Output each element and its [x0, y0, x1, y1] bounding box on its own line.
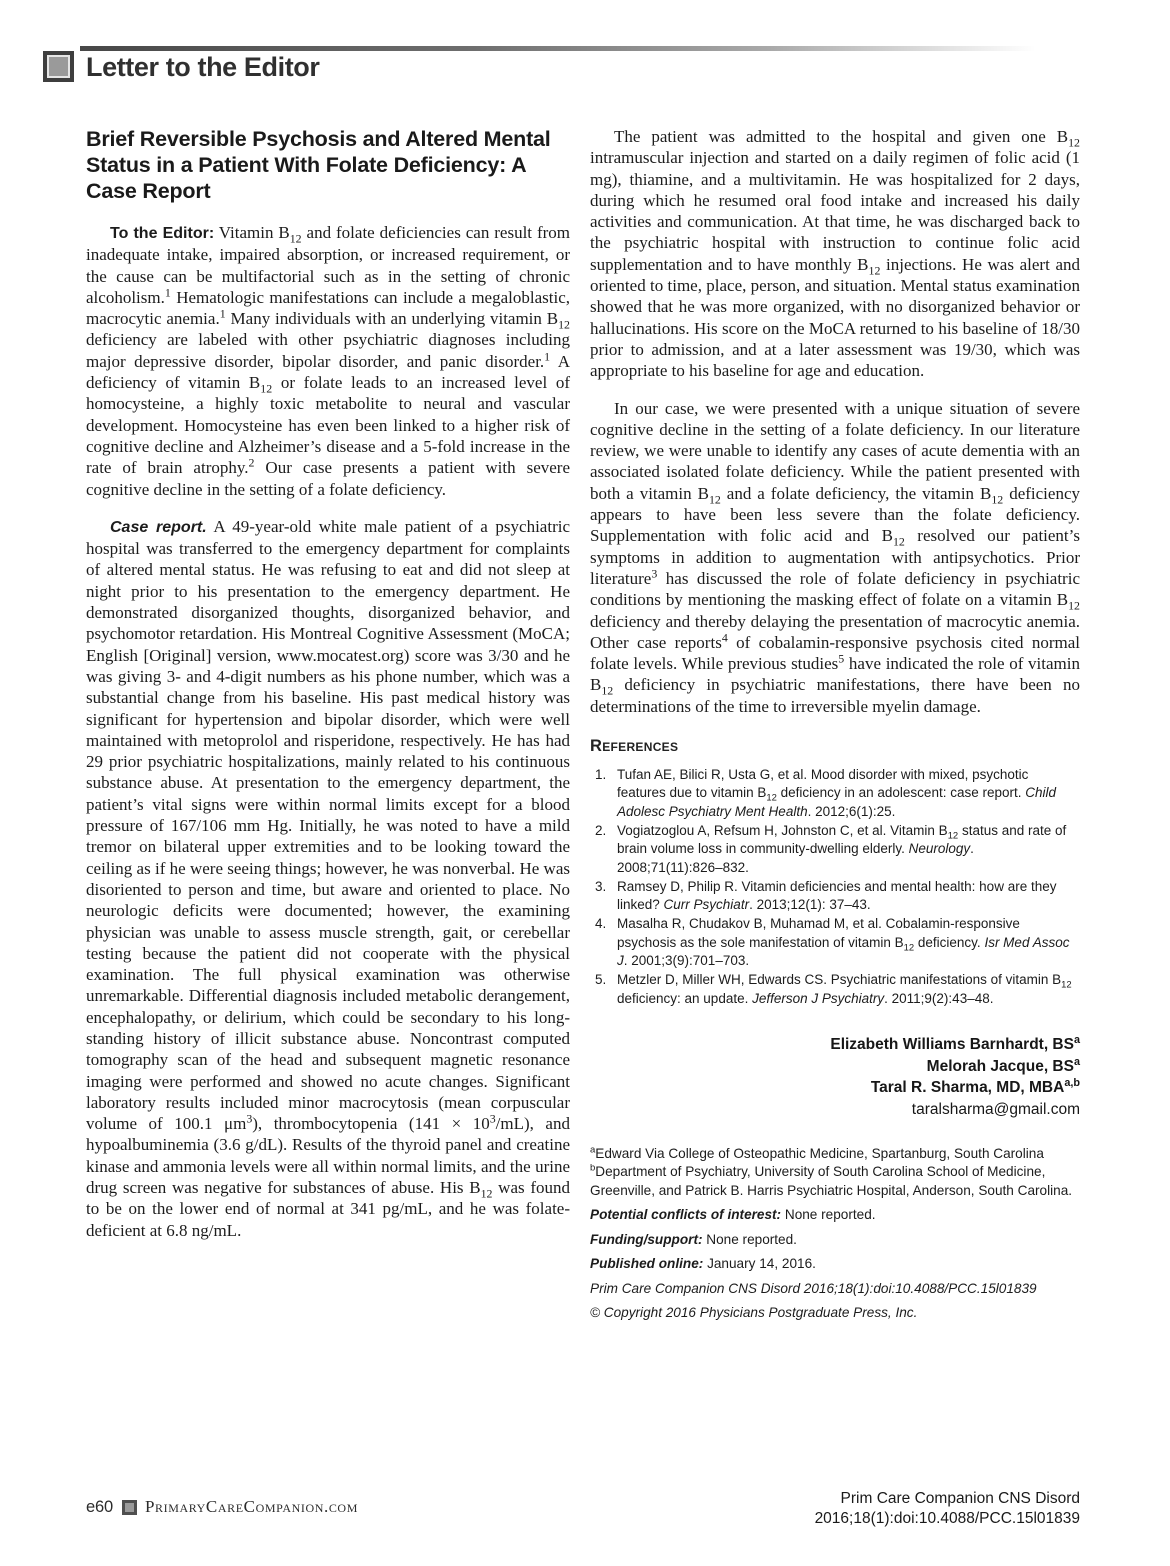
admission-paragraph: The patient was admitted to the hospital and given one $B_{12}$ intramuscular injection and started on a daily regimen of folic acid (1 mg), thiamine, and a multivitamin. He was hospitalized for 2 days, during which he resumed oral food intake and increased his daily activities and communication. At that time, he was discharged back to the psychiatric hospital with instruction to continue folic acid supplementation and to have monthly $B_{12}$ injections. He was alert and oriented to time, place, person, and situation. Mental status examination showed that he was more organized, with no disorganized behavior or hallucinations. His score on the MoCA returned to his baseline of 18/30 prior to admission, and at a later assessment was 19/30, which was appropriate to his baseline for age and education.: [590, 127, 1080, 381]
footer-left: [86, 1497, 358, 1517]
affiliations-block: [590, 1145, 1080, 1322]
case-report-paragraph: [86, 516, 570, 1241]
section-square-icon: [43, 51, 74, 82]
published-online-note: [590, 1255, 1080, 1273]
funding-note-text: None reported.: [702, 1231, 797, 1247]
page-number: e60: [86, 1497, 113, 1516]
reference-item: [590, 971, 1080, 1008]
reference-number: 5.: [595, 972, 607, 988]
author-block: [590, 1034, 1080, 1121]
intro-paragraph: [86, 222, 570, 500]
reference-item: [590, 822, 1080, 877]
case-report-lead: Case report.: [110, 518, 207, 536]
reference-text: Masalha R, Chudakov B, Muhamad M, et al. Cobalamin-responsive psychosis as the sole manifestation of vitamin $B_{12}$ deficiency. Isr Med Assoc J. 2001;3(9):701–703.: [617, 916, 1070, 968]
reference-item: [590, 915, 1080, 970]
header-rule: [80, 46, 1065, 51]
published-online-text: January 14, 2016.: [703, 1256, 816, 1272]
reference-number: 2.: [595, 822, 607, 838]
conflicts-note: [590, 1206, 1080, 1224]
references-heading: References: [590, 737, 679, 756]
footer-square-icon: [122, 1500, 137, 1515]
intro-paragraph-text: Vitamin $B_{12}$ and folate deficiencies can result from inadequate intake, impaired absorption, or increased requirement, or the cause can be multifactorial such as in the setting of chronic alcoholism.$^1$ Hematologic manifestations can include a megaloblastic, macrocytic anemia.$^1$ Many individuals with an underlying vitamin $B_{12}$ deficiency are labeled with other psychiatric diagnoses including major depressive disorder, bipolar disorder, and panic disorder.$^1$ A deficiency of vitamin $B_{12}$ or folate leads to an increased level of homocysteine, a highly toxic metabolite to neural and vascular development. Homocysteine has even been linked to a higher risk of cognitive decline and Alzheimer’s disease and a 5-fold increase in the rate of brain atrophy.$^2$ Our case presents a patient with severe cognitive decline in the setting of a folate deficiency.: [86, 223, 571, 499]
footer-journal-doi: 2016;18(1):doi:10.4088/PCC.15l01839: [814, 1509, 1080, 1527]
reference-number: 3.: [595, 878, 607, 894]
author-name: Elizabeth Williams Barnhardt, $BS^a$: [830, 1033, 1080, 1053]
conflicts-note-text: None reported.: [781, 1207, 876, 1223]
reference-text: Ramsey D, Philip R. Vitamin deficiencies and mental health: how are they linked? Curr Psychiatr. 2013;12(1): 37–43.: [617, 878, 1057, 913]
published-online-label: Published online:: [590, 1256, 704, 1272]
author-email: taralsharma@gmail.com: [911, 1101, 1080, 1119]
reference-item: [590, 878, 1080, 915]
to-the-editor-lead: To the Editor:: [110, 225, 215, 242]
funding-note-label: Funding/support:: [590, 1231, 703, 1247]
footer-journal-name: Prim Care Companion CNS Disord: [840, 1490, 1080, 1507]
reference-item: [590, 766, 1080, 821]
author-name: Melorah Jacque, $BS^a$: [926, 1055, 1080, 1075]
reference-text: Vogiatzoglou A, Refsum H, Johnston C, et al. Vitamin $B_{12}$ status and rate of brain volume loss in community-dwelling elderly. Neurology. 2008;71(11):826–832.: [617, 822, 1067, 875]
reference-number: 4.: [595, 916, 607, 932]
footer-site: PrimaryCareCompanion.com: [144, 1497, 358, 1516]
left-column: [86, 126, 570, 1241]
author-name: Taral R. Sharma, MD, MBA$^{a,b}$: [870, 1077, 1080, 1097]
affiliation: $^b$Department of Psychiatry, University of South Carolina School of Medicine, Greenville, and Patrick B. Harris Psychiatric Hospital, Anderson, South Carolina.: [590, 1162, 1073, 1198]
section-square-icon-inner: [47, 55, 70, 78]
conflicts-note-label: Potential conflicts of interest:: [590, 1207, 782, 1223]
article-title: Brief Reversible Psychosis and Altered Mental Status in a Patient With Folate Deficiency: A Case Report: [86, 127, 551, 203]
section-kicker: Letter to the Editor: [86, 52, 320, 82]
discussion-paragraph: In our case, we were presented with a unique situation of severe cognitive decline in the setting of a folate deficiency. In our literature review, we were unable to identify any cases of acute dementia with an associated isolated folate deficiency. While the patient presented with both a vitamin $B_{12}$ and a folate deficiency, the vitamin $B_{12}$ deficiency appears to have been less severe than the folate deficiency. Supplementation with folic acid and $B_{12}$ resolved our patient’s symptoms in addition to augmentation with antipsychotics. Prior literature$^3$ has discussed the role of folate deficiency in psychiatric conditions by mentioning the masking effect of folate on a vitamin $B_{12}$ deficiency and thereby delaying the presentation of macrocytic anemia. Other case reports$^4$ of cobalamin-responsive psychosis cited normal folate levels. While previous studies$^5$ have indicated the role of vitamin $B_{12}$ deficiency in psychiatric manifestations, there have been no determinations of the time to irreversible myelin damage.: [590, 398, 1081, 716]
reference-text: Metzler D, Miller WH, Edwards CS. Psychiatric manifestations of vitamin $B_{12}$ deficiency: an update. Jefferson J Psychiatry. 2011;9(2):43–48.: [617, 972, 1072, 1006]
reference-text: Tufan AE, Bilici R, Usta G, et al. Mood disorder with mixed, psychotic features due to vitamin $B_{12}$ deficiency in an adolescent: case report. Child Adolesc Psychiatry Ment Health. 2012;6(1):25.: [617, 767, 1057, 819]
affiliation: $^a$Edward Via College of Osteopathic Medicine, Spartanburg, South Carolina: [590, 1144, 1044, 1162]
right-column: [590, 126, 1080, 1322]
reference-number: 1.: [595, 767, 607, 783]
footer-journal-info: [815, 1489, 1080, 1528]
funding-note: [590, 1231, 1080, 1249]
copyright-line: © Copyright 2016 Physicians Postgraduate Press, Inc.: [590, 1304, 918, 1320]
journal-citation: Prim Care Companion CNS Disord 2016;18(1):doi:10.4088/PCC.15l01839: [590, 1280, 1037, 1296]
references-list: [590, 766, 1080, 1008]
case-report-paragraph-text: A 49-year-old white male patient of a psychiatric hospital was transferred to the emergency department for complaints of altered mental status. He was refusing to eat and did not sleep at night prior to his presentation to the emergency department. He demonstrated disorganized thoughts, disorganized behavior, and psychomotor retardation. His Montreal Cognitive Assessment (MoCA; English [Original] version, www.mocatest.org) score was 3/30 and he was giving 3- and 4-digit numbers as his phone number, which was a substantial change from his baseline. His past medical history was significant for hypertension and bipolar disorder, which were well maintained with metoprolol and risperidone, respectively. He has had 29 prior psychiatric hospitalizations, mainly related to his continuous substance abuse. At presentation to the emergency department, the patient’s vital signs were within normal limits except for a blood pressure of 167/106 mm Hg. Initially, he was noted to have a mild tremor on bilateral upper extremities and to be looking toward the ceiling as if he were seeing things; however, he was nonverbal. He was disoriented to person and time, but aware and oriented to place. No neurologic deficits were documented; however, the examining physician was unable to assess muscle strength, gait, or cerebellar testing because the patient did not cooperate with the physical examination. The full physical examination was otherwise unremarkable. Differential diagnosis included metabolic derangement, encephalopathy, or delirium, which could be secondary to his long-standing history of illicit substance abuse. Noncontrast computed tomography scan of the head and subsequent magnetic resonance imaging were performed and showed no acute changes. Significant laboratory results included minor macrocytosis (mean corpuscular volume of 100.1 $\mu m^3$), thrombocytopenia $(141 \times 10^3/mL)$, and hypoalbuminemia (3.6 g/dL). Results of the thyroid panel and creatine kinase and ammonia levels were all within normal limits, and the urine drug screen was negative for substances of abuse. His $B_{12}$ was found to be on the lower end of normal at 341 pg/mL, and he was folate-deficient at 6.8 ng/mL.: [86, 516, 570, 1240]
